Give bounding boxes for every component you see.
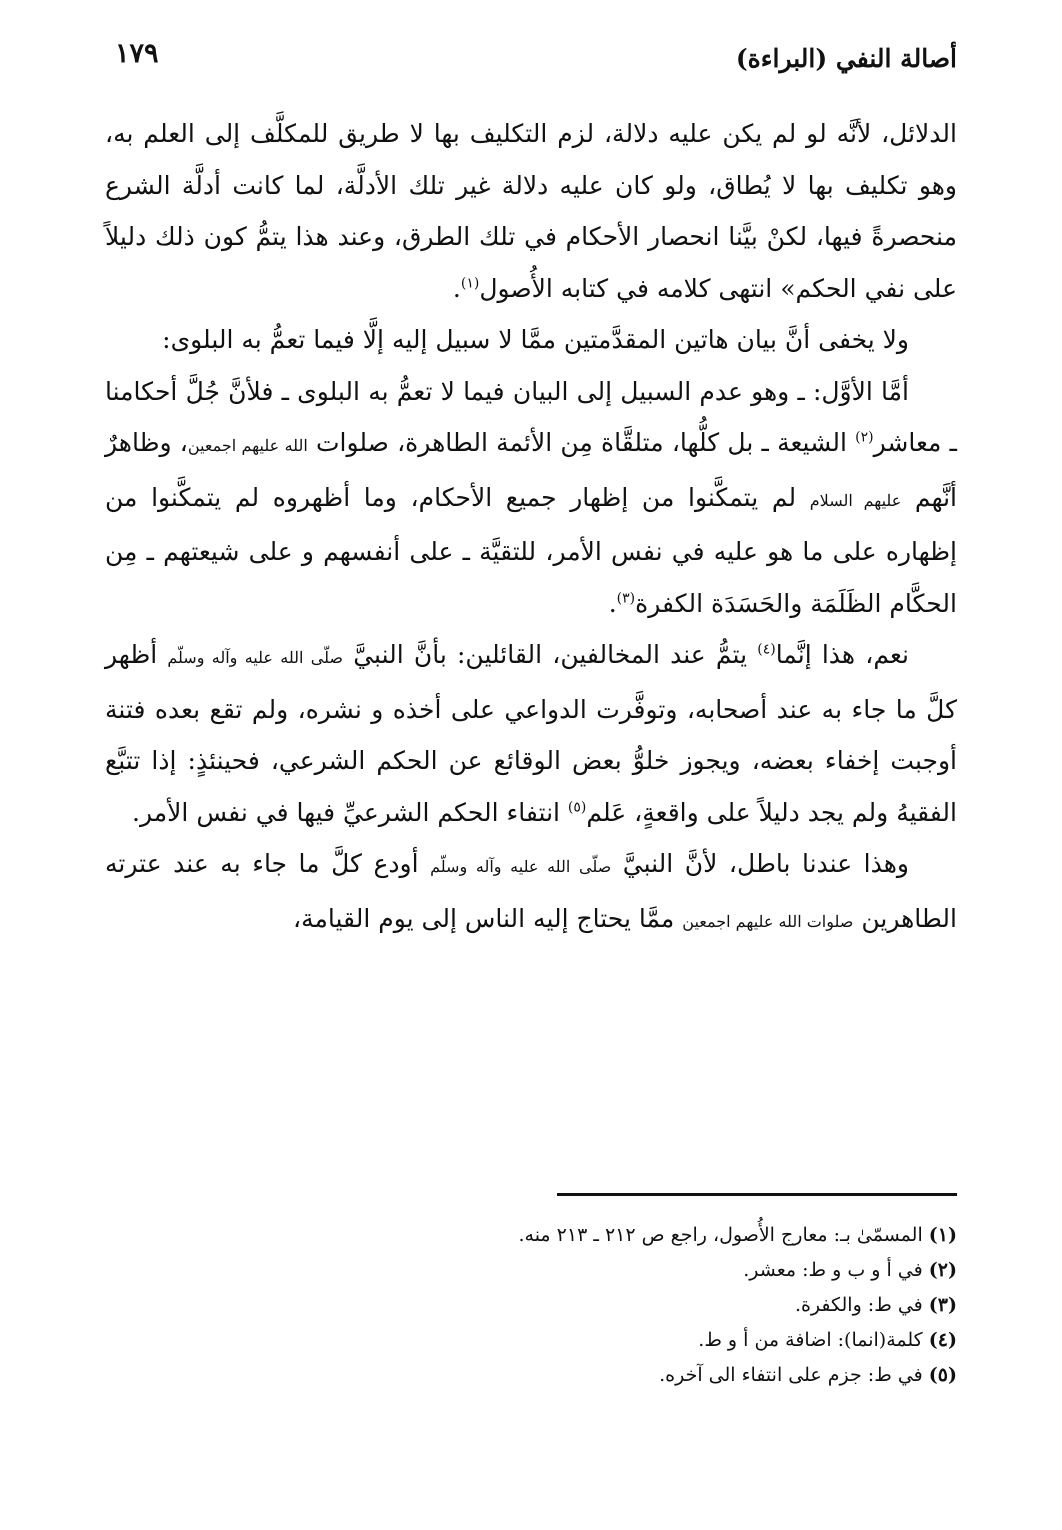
text-segment: وهذا عندنا باطل، لأنَّ النبيَّ <box>611 849 909 878</box>
footnote-3 <box>105 1288 957 1323</box>
paragraph-5 <box>105 838 957 947</box>
footnote-5 <box>105 1358 957 1393</box>
footnotes-section <box>105 1218 957 1393</box>
footnote-ref-1: (١) <box>460 275 480 292</box>
main-text <box>105 108 957 947</box>
text-segment: الشيعة ـ بل كلُّها، متلقَّاة مِن الأئمة الطاهرة، صلوات <box>307 428 856 457</box>
text-segment: . <box>452 273 461 303</box>
page-number: ١٧٩ <box>115 38 159 69</box>
text-segment: ممَّا يحتاج إليه الناس إلى يوم القيامة، <box>293 903 683 933</box>
footnote-2 <box>105 1253 957 1288</box>
footnote-number: (٢) <box>928 1259 957 1281</box>
footnote-number: (١) <box>928 1224 957 1246</box>
running-title: أصالة النفي (البراءة) <box>735 44 957 73</box>
text-segment: لم يتمكَّنوا من إظهار جميع الأحكام، وما أظهروه لم يتمكَّنوا من إظهاره على ما هو عليه في نفس الأمر، للتقيَّة ـ على أنفسهم و على شيعتهم ـ مِن الحكَّام الظَلَمَة والحَسَدَة الكفرة <box>105 482 957 618</box>
footnote-ref-5: (٥) <box>567 799 587 816</box>
paragraph-2 <box>105 314 957 366</box>
footnote-text: في ط: والكفرة. <box>794 1294 929 1316</box>
footnote-1 <box>105 1218 957 1253</box>
text-segment: أودع كلَّ ما جاء به عند عترته الطاهرين <box>105 849 957 933</box>
footnote-ref-2: (٢) <box>855 429 874 446</box>
footnote-number: (٤) <box>928 1329 957 1351</box>
text-segment: نعم، هذا إنَّما <box>775 640 910 669</box>
footnote-ref-3: (٣) <box>616 590 636 607</box>
text-segment: الدلائل، لأنَّه لو لم يكن عليه دلالة، لزم التكليف بها لا طريق للمكلَّف إلى العلم به، وهو تكليف بها لا يُطاق، ولو كان عليه دلالة غير تلك الأدلَّة، لما كانت أدلَّة الشرع منحصرةً فيها، لكنْ بيَّنا انحصار الأحكام في تلك الطرق، وعند هذا يتمُّ كون ذلك دليلاً على نفي الحكم» انتهى كلامه في كتابه الأُصول <box>105 119 957 303</box>
honorific-text: عليهم السلام <box>809 490 902 510</box>
paragraph-4 <box>105 629 957 838</box>
footnote-divider <box>557 1193 957 1196</box>
footnote-number: (٥) <box>928 1364 957 1386</box>
honorific-text: الله عليهم اجمعين <box>187 436 308 455</box>
footnote-number: (٣) <box>928 1294 957 1316</box>
footnote-text: كلمة(انما): اضافة من أ و ط. <box>698 1329 929 1351</box>
text-segment: يتمُّ عند المخالفين، القائلين: بأنَّ النبيَّ <box>343 640 758 669</box>
footnote-4 <box>105 1323 957 1358</box>
honorific-text: صلوات الله عليهم اجمعين <box>682 911 854 931</box>
page-header <box>105 38 957 88</box>
paragraph-1 <box>105 108 957 314</box>
honorific-text: صلّى الله عليه وآله وسلّم <box>430 857 612 876</box>
text-segment: . <box>608 588 617 618</box>
text-segment: انتفاء الحكم الشرعيِّ فيها في نفس الأمر. <box>132 797 568 827</box>
footnote-ref-4: (٤) <box>757 641 776 658</box>
paragraph-3 <box>105 366 957 630</box>
footnote-text: المسمّىٰ بـ: معارج الأُصول، راجع ص ٢١٢ ـ ٢١٣ منه. <box>518 1224 929 1246</box>
text-segment: أظهر كلَّ ما جاء به عند أصحابه، وتوفَّرت الدواعي على أخذه و نشره، ولم تقع بعده فتنة أوجبت إخفاء بعضه، ويجوز خلوُّ بعض الوقائع عن الحكم الشرعي، فحينئذٍ: إذا تتبَّع الفقيهُ ولم يجد دليلاً على واقعةٍ، عَلم <box>105 640 957 827</box>
honorific-text: صلّى الله عليه وآله وسلّم <box>167 648 344 667</box>
text-segment: أمَّا الأوَّل: ـ وهو عدم السبيل إلى البيان فيما لا تعمُّ به البلوى ـ فلأنَّ جُلَّ أحكامنا ـ معاشر <box>105 376 957 457</box>
text-segment: ، وظاهرٌ أنَّهم <box>105 428 958 512</box>
footnote-text: في ط: جزم على انتفاء الى آخره. <box>659 1364 929 1386</box>
footnote-text: في أ و ب و ط: معشر. <box>743 1259 929 1281</box>
text-segment: ولا يخفى أنَّ بيان هاتين المقدَّمتين ممَّا لا سبيل إليه إلَّا فيما تعمُّ به البلوى: <box>162 325 909 354</box>
